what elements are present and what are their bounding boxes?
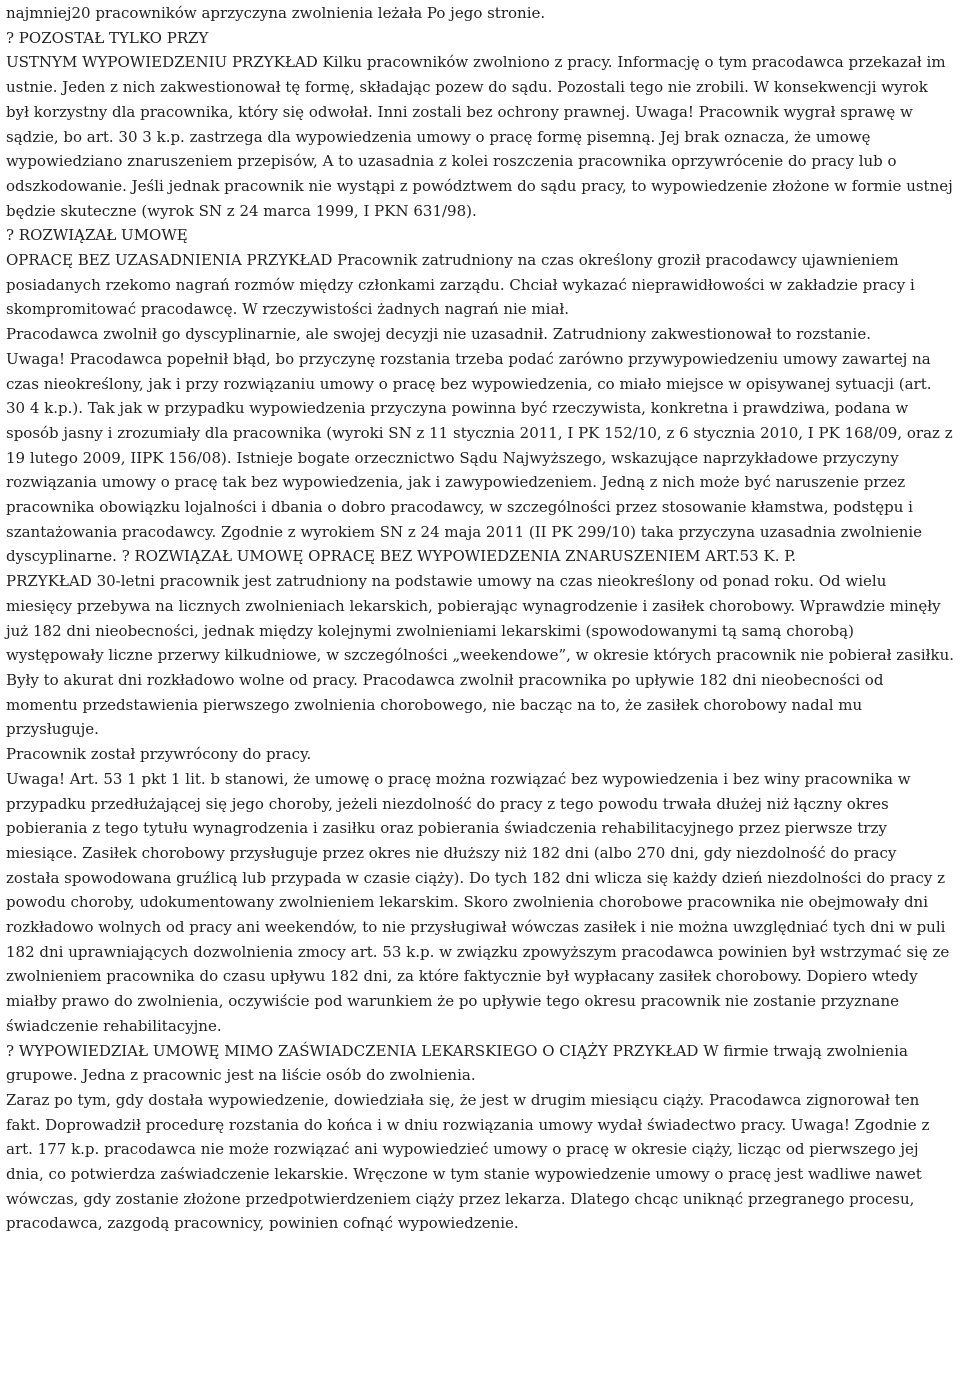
paragraph-4: ? ROZWIĄZAŁ UMOWĘ [6, 226, 188, 245]
paragraph-3: USTNYM WYPOWIEDZENIU PRZYKŁAD Kilku pracowników zwolniono z pracy. Informację o tym pracodawca przekazał im ustnie. Jeden z nich zakwestionował tę formę, składając pozew do sądu. Pozostali tego nie zrobili. W konsekwencji wyrok był korzystny dla pracownika, który się odwołał. Inni zostali bez ochrony prawnej. Uwaga! Pracownik wygrał sprawę w sądzie, bo art. 30 3 k.p. zastrzega dla wypowiedzenia umowy o pracę formę pisemną. Jej brak oznacza, że umowę wypowiedziano znaruszeniem przepisów, A to uzasadnia z kolei roszczenia pracownika oprzywrócenie do pracy lub o odszkodowanie. Jeśli jednak pracownik nie wystąpi z powództwem do sądu pracy, to wypowiedzenie złożone w formie ustnej będzie skuteczne (wyrok SN z 24 marca 1999, I PKN 631/98). [6, 53, 953, 220]
paragraph-9: Pracownik został przywrócony do pracy. [6, 745, 312, 764]
paragraph-6: Pracodawca zwolnił go dyscyplinarnie, ale swojej decyzji nie uzasadnił. Zatrudniony zakwestionował to rozstanie. [6, 325, 871, 344]
paragraph-1: najmniej20 pracowników aprzyczyna zwolnienia leżała Po jego stronie. [6, 4, 546, 22]
paragraph-12: Zaraz po tym, gdy dostała wypowiedzenie, dowiedziała się, że jest w drugim miesiącu ciąży. Pracodawca zignorował ten fakt. Doprowadził procedurę rozstania do końca i w dniu rozwiązania umowy wydał świadectwo pracy. Uwaga! Zgodnie z art. 177 k.p. pracodawca nie może rozwiązać ani wypowiedzieć umowy o pracę w okresie ciąży, licząc od pierwszego jej dnia, co potwierdza zaświadczenie lekarskie. Wręczone w tym stanie wypowiedzenie umowy o pracę jest wadliwe nawet wówczas, gdy zostanie złożone przedpotwierdzeniem ciąży przez lekarza. Dlatego chcąc uniknąć przegranego procesu, pracodawca, zazgodą pracownicy, powinien cofnąć wypowiedzenie. [6, 1090, 930, 1233]
paragraph-11: ? WYPOWIEDZIAŁ UMOWĘ MIMO ZAŚWIADCZENIA LEKARSKIEGO O CIĄŻY PRZYKŁAD W firmie trwają zwolnienia grupowe. Jedna z pracownic jest na liście osób do zwolnienia. [6, 1041, 908, 1085]
paragraph-10: Uwaga! Art. 53 1 pkt 1 lit. b stanowi, że umowę o pracę można rozwiązać bez wypowiedzenia i bez winy pracownika w przypadku przedłużającej się jego choroby, jeżeli niezdolność do pracy z tego powodu trwała dłużej niż łączny okres pobierania z tego tytułu wynagrodzenia i zasiłku oraz pobierania świadczenia rehabilitacyjnego przez pierwsze trzy miesiące. Zasiłek chorobowy przysługuje przez okres nie dłuższy niż 182 dni (albo 270 dni, gdy niezdolność do pracy została spowodowana gruźlicą lub przypada w czasie ciąży). Do tych 182 dni wlicza się każdy dzień niezdolności do pracy z powodu choroby, udokumentowany zwolnieniem lekarskim. Skoro zwolnienia chorobowe pracownika nie obejmowały dni rozkładowo wolnych od pracy ani weekendów, to nie przysługiwał wówczas zasiłek i nie można uwzględniać tych dni w puli 182 dni uprawniających dozwolnienia zmocy art. 53 k.p. w związku zpowyższym pracodawca powinien był wstrzymać się ze zwolnieniem pracownika do czasu upływu 182 dni, za które faktycznie był wypłacany zasiłek chorobowy. Dopiero wtedy miałby prawo do zwolnienia, oczywiście pod warunkiem że po upływie tego okresu pracownik nie zostanie przyznane świadczenie rehabilitacyjne. [6, 769, 950, 1035]
paragraph-8: PRZYKŁAD 30-letni pracownik jest zatrudniony na podstawie umowy na czas nieokreślony od ponad roku. Od wielu miesięcy przebywa na licznych zwolnieniach lekarskich, pobierając wynagrodzenie i zasiłek chorobowy. Wprawdzie minęły już 182 dni nieobecności, jednak między kolejnymi zwolnieniami lekarskimi (spowodowanymi tą samą chorobą) występowały liczne przerwy kilkudniowe, w szczególności „weekendowe”, w okresie których pracownik nie pobierał zasiłku. Były to akurat dni rozkładowo wolne od pracy. Pracodawca zwolnił pracownika po upływie 182 dni nieobecności od momentu przedstawienia pierwszego zwolnienia chorobowego, nie bacząc na to, że zasiłek chorobowy nadal mu przysługuje. [6, 572, 954, 739]
paragraph-7: Uwaga! Pracodawca popełnił błąd, bo przyczynę rozstania trzeba podać zarówno przywypowiedzeniu umowy zawartej na czas nieokreślony, jak i przy rozwiązaniu umowy o pracę bez wypowiedzenia, co miało miejsce w opisywanej sytuacji (art. 30 4 k.p.). Tak jak w przypadku wypowiedzenia przyczyna powinna być rzeczywista, konkretna i prawdziwa, podana w sposób jasny i zrozumiały dla pracownika (wyroki SN z 11 stycznia 2011, I PK 152/10, z 6 stycznia 2010, I PK 168/09, oraz z 19 lutego 2009, IIPK 156/08). Istnieje bogate orzecznictwo Sądu Najwyższego, wskazujące naprzykładowe przyczyny rozwiązania umowy o pracę tak bez wypowiedzenia, jak i zawypowiedzeniem. Jedną z nich może być naruszenie przez pracownika obowiązku lojalności i dbania o dobro pracodawcy, w szczególności przez stosowanie kłamstwa, podstępu i szantażowania pracodawcy. Zgodnie z wyrokiem SN z 24 maja 2011 (II PK 299/10) taka przyczyna uzasadnia zwolnienie dyscyplinarne. ? ROZWIĄZAŁ UMOWĘ OPRACĘ BEZ WYPOWIEDZENIA ZNARUSZENIEM ART.53 K. P. [6, 349, 953, 566]
paragraph-5: OPRACĘ BEZ UZASADNIENIA PRZYKŁAD Pracownik zatrudniony na czas określony groził pracodawcy ujawnieniem posiadanych rzekomo nagrań rozmów między członkami zarządu. Chciał wykazać nieprawidłowości w zakładzie pracy i skompromitować pracodawcę. W rzeczywistości żadnych nagrań nie miał. [6, 251, 915, 319]
paragraph-2: ? POZOSTAŁ TYLKO PRZY [6, 28, 209, 47]
